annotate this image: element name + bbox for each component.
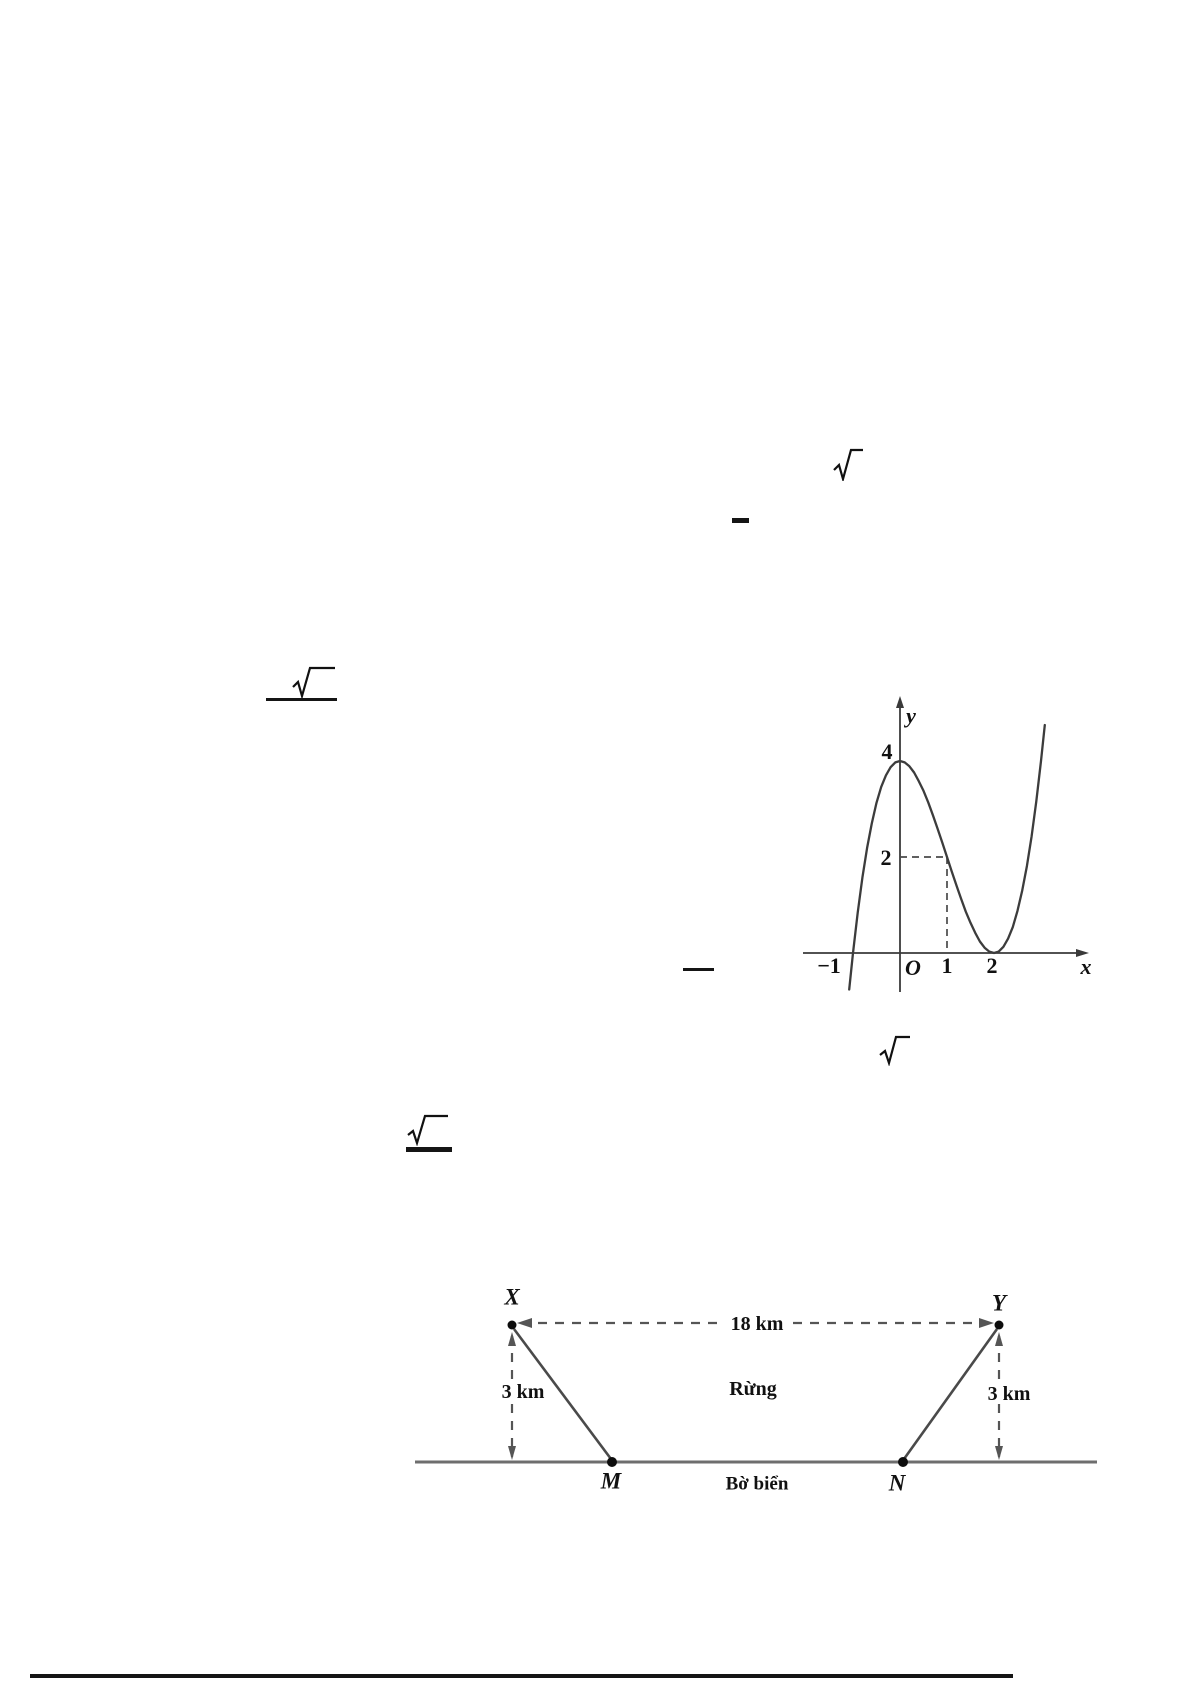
sqrt-icon bbox=[879, 1034, 911, 1066]
point-N bbox=[898, 1457, 908, 1467]
minus-icon bbox=[732, 518, 749, 523]
graph-y-axis-label: y bbox=[906, 703, 916, 728]
right-height-label: 3 km bbox=[981, 1384, 1038, 1404]
graph-xtick-minus1: −1 bbox=[817, 953, 841, 978]
label-M: M bbox=[600, 1468, 622, 1494]
arrow-down-icon bbox=[508, 1446, 516, 1460]
point-Y bbox=[995, 1321, 1004, 1330]
graph-xtick-1: 1 bbox=[941, 953, 953, 978]
arrow-up-icon bbox=[995, 1332, 1003, 1346]
arrow-down-icon bbox=[995, 1446, 1003, 1460]
label-Y: Y bbox=[991, 1290, 1007, 1316]
cubic-curve bbox=[849, 725, 1045, 990]
graph-ytick-2: 2 bbox=[880, 845, 892, 870]
sqrt-icon bbox=[833, 448, 864, 481]
footer-rule bbox=[30, 1674, 1013, 1678]
sqrt-icon bbox=[292, 664, 336, 698]
arrow-left-icon bbox=[517, 1318, 532, 1328]
y-axis-arrow-icon bbox=[896, 696, 904, 708]
coast-diagram bbox=[390, 1230, 1110, 1500]
function-graph bbox=[740, 650, 1100, 1000]
graph-x-axis-label: x bbox=[1080, 954, 1092, 979]
point-X bbox=[508, 1321, 517, 1330]
graph-xtick-2: 2 bbox=[986, 953, 998, 978]
graph-origin-label: O bbox=[905, 955, 921, 980]
sqrt-icon bbox=[407, 1113, 449, 1146]
underline-rule-bold bbox=[406, 1147, 452, 1152]
left-height-label: 3 km bbox=[495, 1382, 552, 1402]
underline-rule bbox=[266, 698, 337, 701]
arrow-right-icon bbox=[979, 1318, 994, 1328]
graph-ytick-4: 4 bbox=[881, 739, 893, 764]
shore-label: Bờ biển bbox=[725, 1473, 789, 1495]
point-M bbox=[607, 1457, 617, 1467]
forest-label: Rừng bbox=[729, 1378, 777, 1400]
distance-label: 18 km bbox=[724, 1314, 791, 1334]
fraction-bar-icon bbox=[683, 968, 714, 971]
label-X: X bbox=[504, 1284, 520, 1310]
arrow-up-icon bbox=[508, 1332, 516, 1346]
label-N: N bbox=[888, 1470, 906, 1496]
